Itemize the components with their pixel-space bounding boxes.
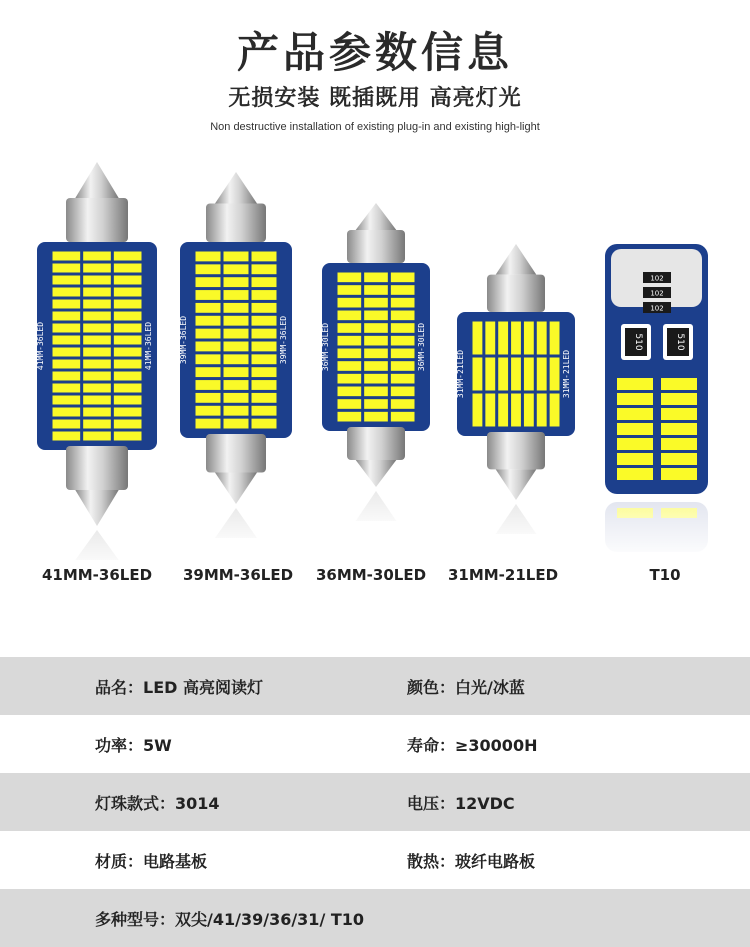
- page-subtitle: 无损安装 既插既用 高亮灯光: [228, 86, 522, 111]
- led-chip: [224, 367, 249, 377]
- led-chip: [485, 394, 495, 427]
- resistor-code: 510: [633, 333, 643, 351]
- spec-row: [0, 831, 750, 889]
- led-chip: [196, 329, 221, 339]
- led-chip: [473, 394, 483, 427]
- spec-row: [0, 657, 750, 715]
- led-chip: [83, 384, 111, 393]
- led-chip: [83, 336, 111, 345]
- led-chip: [53, 348, 81, 357]
- led-chip: [53, 312, 81, 321]
- festoon-bulb-1: [36, 162, 157, 560]
- led-chip: [338, 311, 362, 321]
- led-chip: [338, 273, 362, 283]
- led-chip: [498, 394, 508, 427]
- bulb-illustrations: [0, 150, 750, 560]
- led-chip: [338, 298, 362, 308]
- led-chip: [338, 399, 362, 409]
- led-chip: [53, 324, 81, 333]
- led-chip: [338, 336, 362, 346]
- led-chip: [617, 468, 653, 480]
- led-chip: [114, 384, 142, 393]
- led-chip: [53, 264, 81, 273]
- led-chip: [364, 285, 388, 295]
- led-chip: [114, 252, 142, 261]
- led-chip: [364, 323, 388, 333]
- led-chip: [391, 298, 415, 308]
- led-chip: [83, 288, 111, 297]
- led-chip: [364, 387, 388, 397]
- reflection-fade: [196, 508, 276, 548]
- festoon-bulb-3: [321, 203, 430, 531]
- led-chip: [252, 277, 277, 287]
- led-chip: [391, 285, 415, 295]
- led-chip: [364, 361, 388, 371]
- led-chip: [252, 316, 277, 326]
- bulb-label-t10: T10: [649, 566, 681, 584]
- led-chip: [338, 349, 362, 359]
- led-chip: [53, 432, 81, 441]
- led-chip: [617, 393, 653, 405]
- reflection-fade: [56, 530, 138, 560]
- board-side-label: 41MM-36LED: [144, 321, 153, 371]
- led-chip: [83, 300, 111, 309]
- led-chip: [537, 358, 547, 391]
- led-chip: [196, 252, 221, 262]
- spec-row: [0, 773, 750, 831]
- metal-tip-cone: [215, 172, 257, 204]
- led-chip: [114, 372, 142, 381]
- led-chip: [83, 408, 111, 417]
- led-chip: [364, 311, 388, 321]
- led-chip: [550, 322, 560, 355]
- led-chip: [114, 360, 142, 369]
- resistor-code: 510: [675, 333, 685, 351]
- led-chip: [224, 329, 249, 339]
- led-chip: [498, 358, 508, 391]
- spec-led-type: 灯珠款式：3014: [95, 793, 220, 813]
- led-chip: [83, 432, 111, 441]
- led-chip: [83, 312, 111, 321]
- metal-tip-cone: [75, 162, 118, 198]
- led-chip: [252, 354, 277, 364]
- led-chip: [53, 252, 81, 261]
- led-chip: [196, 380, 221, 390]
- spec-color: 颜色：白光/冰蓝: [407, 677, 525, 697]
- led-chip: [196, 342, 221, 352]
- led-chip: [661, 453, 697, 465]
- led-chip: [196, 290, 221, 300]
- led-chip: [224, 342, 249, 352]
- led-chip: [196, 367, 221, 377]
- bulb-label-39mm: 39MM-36LED: [182, 566, 294, 584]
- led-chip: [196, 354, 221, 364]
- led-chip: [114, 408, 142, 417]
- led-chip: [537, 322, 547, 355]
- led-chip: [364, 336, 388, 346]
- spec-voltage: 电压：12VDC: [407, 793, 515, 813]
- metal-cap: [206, 434, 266, 473]
- metal-tip-cone: [356, 203, 397, 230]
- led-chip: [524, 394, 534, 427]
- circuit-board: [37, 242, 157, 450]
- metal-tip-cone: [75, 490, 118, 526]
- smd-chip-code: 102: [650, 304, 664, 313]
- led-chip: [196, 419, 221, 429]
- led-chip: [364, 374, 388, 384]
- led-chip: [83, 276, 111, 285]
- led-chip: [391, 374, 415, 384]
- english-caption: Non destructive installation of existing plug-in and existing high-light: [210, 121, 540, 133]
- led-chip: [252, 264, 277, 274]
- led-chip: [661, 468, 697, 480]
- led-chip: [391, 323, 415, 333]
- led-chip: [391, 412, 415, 422]
- spec-lifetime: 寿命：≥30000H: [407, 735, 538, 755]
- led-chip: [83, 420, 111, 429]
- led-chip: [391, 387, 415, 397]
- led-chip: [338, 285, 362, 295]
- spec-product-name: 品名：LED 高亮阅读灯: [95, 677, 263, 697]
- led-chip: [53, 372, 81, 381]
- led-chip: [550, 358, 560, 391]
- led-chip: [524, 358, 534, 391]
- led-chip: [114, 336, 142, 345]
- led-chip: [83, 348, 111, 357]
- board-side-label: 31MM-21LED: [562, 349, 571, 399]
- metal-tip-cone: [356, 460, 397, 487]
- led-chip: [114, 288, 142, 297]
- led-chip: [473, 358, 483, 391]
- metal-cap: [66, 198, 128, 242]
- led-chip: [224, 252, 249, 262]
- led-chip: [537, 394, 547, 427]
- board-side-label: 36MM-30LED: [417, 322, 426, 372]
- led-chip: [338, 361, 362, 371]
- led-chip: [53, 276, 81, 285]
- led-chip: [391, 361, 415, 371]
- led-chip: [224, 277, 249, 287]
- led-chip: [53, 336, 81, 345]
- festoon-bulb-2: [179, 172, 292, 548]
- led-chip: [224, 354, 249, 364]
- led-chip: [364, 349, 388, 359]
- led-chip: [196, 406, 221, 416]
- led-chip: [196, 303, 221, 313]
- led-chip: [196, 264, 221, 274]
- led-chip: [661, 378, 697, 390]
- led-chip: [114, 396, 142, 405]
- led-chip: [252, 393, 277, 403]
- led-chip: [617, 378, 653, 390]
- led-chip: [498, 322, 508, 355]
- smd-chip-code: 102: [650, 289, 664, 298]
- led-chip: [661, 408, 697, 420]
- led-chip: [617, 408, 653, 420]
- led-chip: [53, 288, 81, 297]
- led-chip: [83, 372, 111, 381]
- metal-cap: [347, 230, 405, 263]
- metal-tip-cone: [215, 473, 257, 505]
- led-chip: [224, 290, 249, 300]
- led-chip: [224, 419, 249, 429]
- spec-heat-dissipation: 散热：玻纤电路板: [407, 851, 536, 871]
- led-chip: [252, 290, 277, 300]
- led-chip: [252, 419, 277, 429]
- led-chip: [364, 412, 388, 422]
- led-chip: [114, 276, 142, 285]
- led-chip: [391, 399, 415, 409]
- led-chip: [338, 387, 362, 397]
- led-chip: [252, 380, 277, 390]
- page-title: 产品参数信息: [236, 28, 513, 77]
- led-chip: [83, 324, 111, 333]
- led-chip: [114, 432, 142, 441]
- spec-row: [0, 889, 750, 947]
- bulb-label-41mm: 41MM-36LED: [41, 566, 153, 584]
- led-chip: [83, 396, 111, 405]
- reflection-fade: [477, 504, 555, 544]
- bulb-label-36mm: 36MM-30LED: [315, 566, 427, 584]
- led-chip: [252, 406, 277, 416]
- led-chip: [511, 358, 521, 391]
- smd-chip-code: 102: [650, 274, 664, 283]
- led-chip: [224, 406, 249, 416]
- reflection-fade: [337, 491, 415, 531]
- led-chip: [485, 322, 495, 355]
- led-chip: [53, 396, 81, 405]
- led-chip: [53, 300, 81, 309]
- led-chip: [364, 298, 388, 308]
- spec-material: 材质：电路基板: [95, 851, 208, 871]
- metal-cap: [206, 204, 266, 243]
- led-chip: [338, 323, 362, 333]
- spec-table: [0, 657, 750, 947]
- led-chip: [391, 273, 415, 283]
- reflection-fade: [601, 500, 712, 560]
- led-chip: [338, 374, 362, 384]
- led-chip: [364, 273, 388, 283]
- led-chip: [114, 264, 142, 273]
- led-chip: [511, 394, 521, 427]
- metal-cap: [66, 446, 128, 490]
- board-side-label: 39MM-36LED: [179, 315, 188, 365]
- bulb-label-31mm: 31MM-21LED: [447, 566, 559, 584]
- led-chip: [224, 316, 249, 326]
- led-chip: [617, 423, 653, 435]
- led-chip: [114, 312, 142, 321]
- led-chip: [485, 358, 495, 391]
- spec-power: 功率：5W: [95, 735, 172, 755]
- metal-tip-cone: [496, 469, 537, 500]
- led-chip: [196, 277, 221, 287]
- led-chip: [224, 393, 249, 403]
- led-chip: [511, 322, 521, 355]
- board-side-label: 31MM-21LED: [456, 349, 465, 399]
- led-chip: [252, 303, 277, 313]
- led-chip: [473, 322, 483, 355]
- led-chip: [550, 394, 560, 427]
- festoon-bulb-4: [456, 244, 575, 544]
- spec-row: [0, 715, 750, 773]
- led-chip: [661, 393, 697, 405]
- led-chip: [252, 367, 277, 377]
- led-chip: [524, 322, 534, 355]
- led-chip: [617, 438, 653, 450]
- metal-cap: [347, 427, 405, 460]
- led-chip: [53, 420, 81, 429]
- led-chip: [114, 348, 142, 357]
- metal-tip-cone: [496, 244, 537, 275]
- led-chip: [338, 412, 362, 422]
- led-chip: [224, 380, 249, 390]
- led-chip: [252, 252, 277, 262]
- led-chip: [252, 329, 277, 339]
- led-chip: [196, 393, 221, 403]
- led-chip: [83, 264, 111, 273]
- led-chip: [83, 360, 111, 369]
- led-chip: [364, 399, 388, 409]
- led-chip: [661, 438, 697, 450]
- led-chip: [391, 349, 415, 359]
- led-chip: [224, 303, 249, 313]
- led-chip: [53, 408, 81, 417]
- led-chip: [114, 300, 142, 309]
- metal-cap: [487, 275, 545, 312]
- led-chip: [53, 360, 81, 369]
- t10-bulb: [601, 244, 712, 560]
- led-chip: [391, 311, 415, 321]
- led-chip: [83, 252, 111, 261]
- led-chip: [391, 336, 415, 346]
- spec-models: 多种型号：双尖/41/39/36/31/ T10: [95, 909, 365, 929]
- led-chip: [617, 453, 653, 465]
- metal-cap: [487, 432, 545, 469]
- board-side-label: 39MM-36LED: [279, 315, 288, 365]
- led-chip: [114, 420, 142, 429]
- led-chip: [53, 384, 81, 393]
- led-chip: [114, 324, 142, 333]
- led-chip: [252, 342, 277, 352]
- board-side-label: 41MM-36LED: [36, 321, 45, 371]
- board-side-label: 36MM-30LED: [321, 322, 330, 372]
- led-chip: [661, 423, 697, 435]
- led-chip: [196, 316, 221, 326]
- led-chip: [224, 264, 249, 274]
